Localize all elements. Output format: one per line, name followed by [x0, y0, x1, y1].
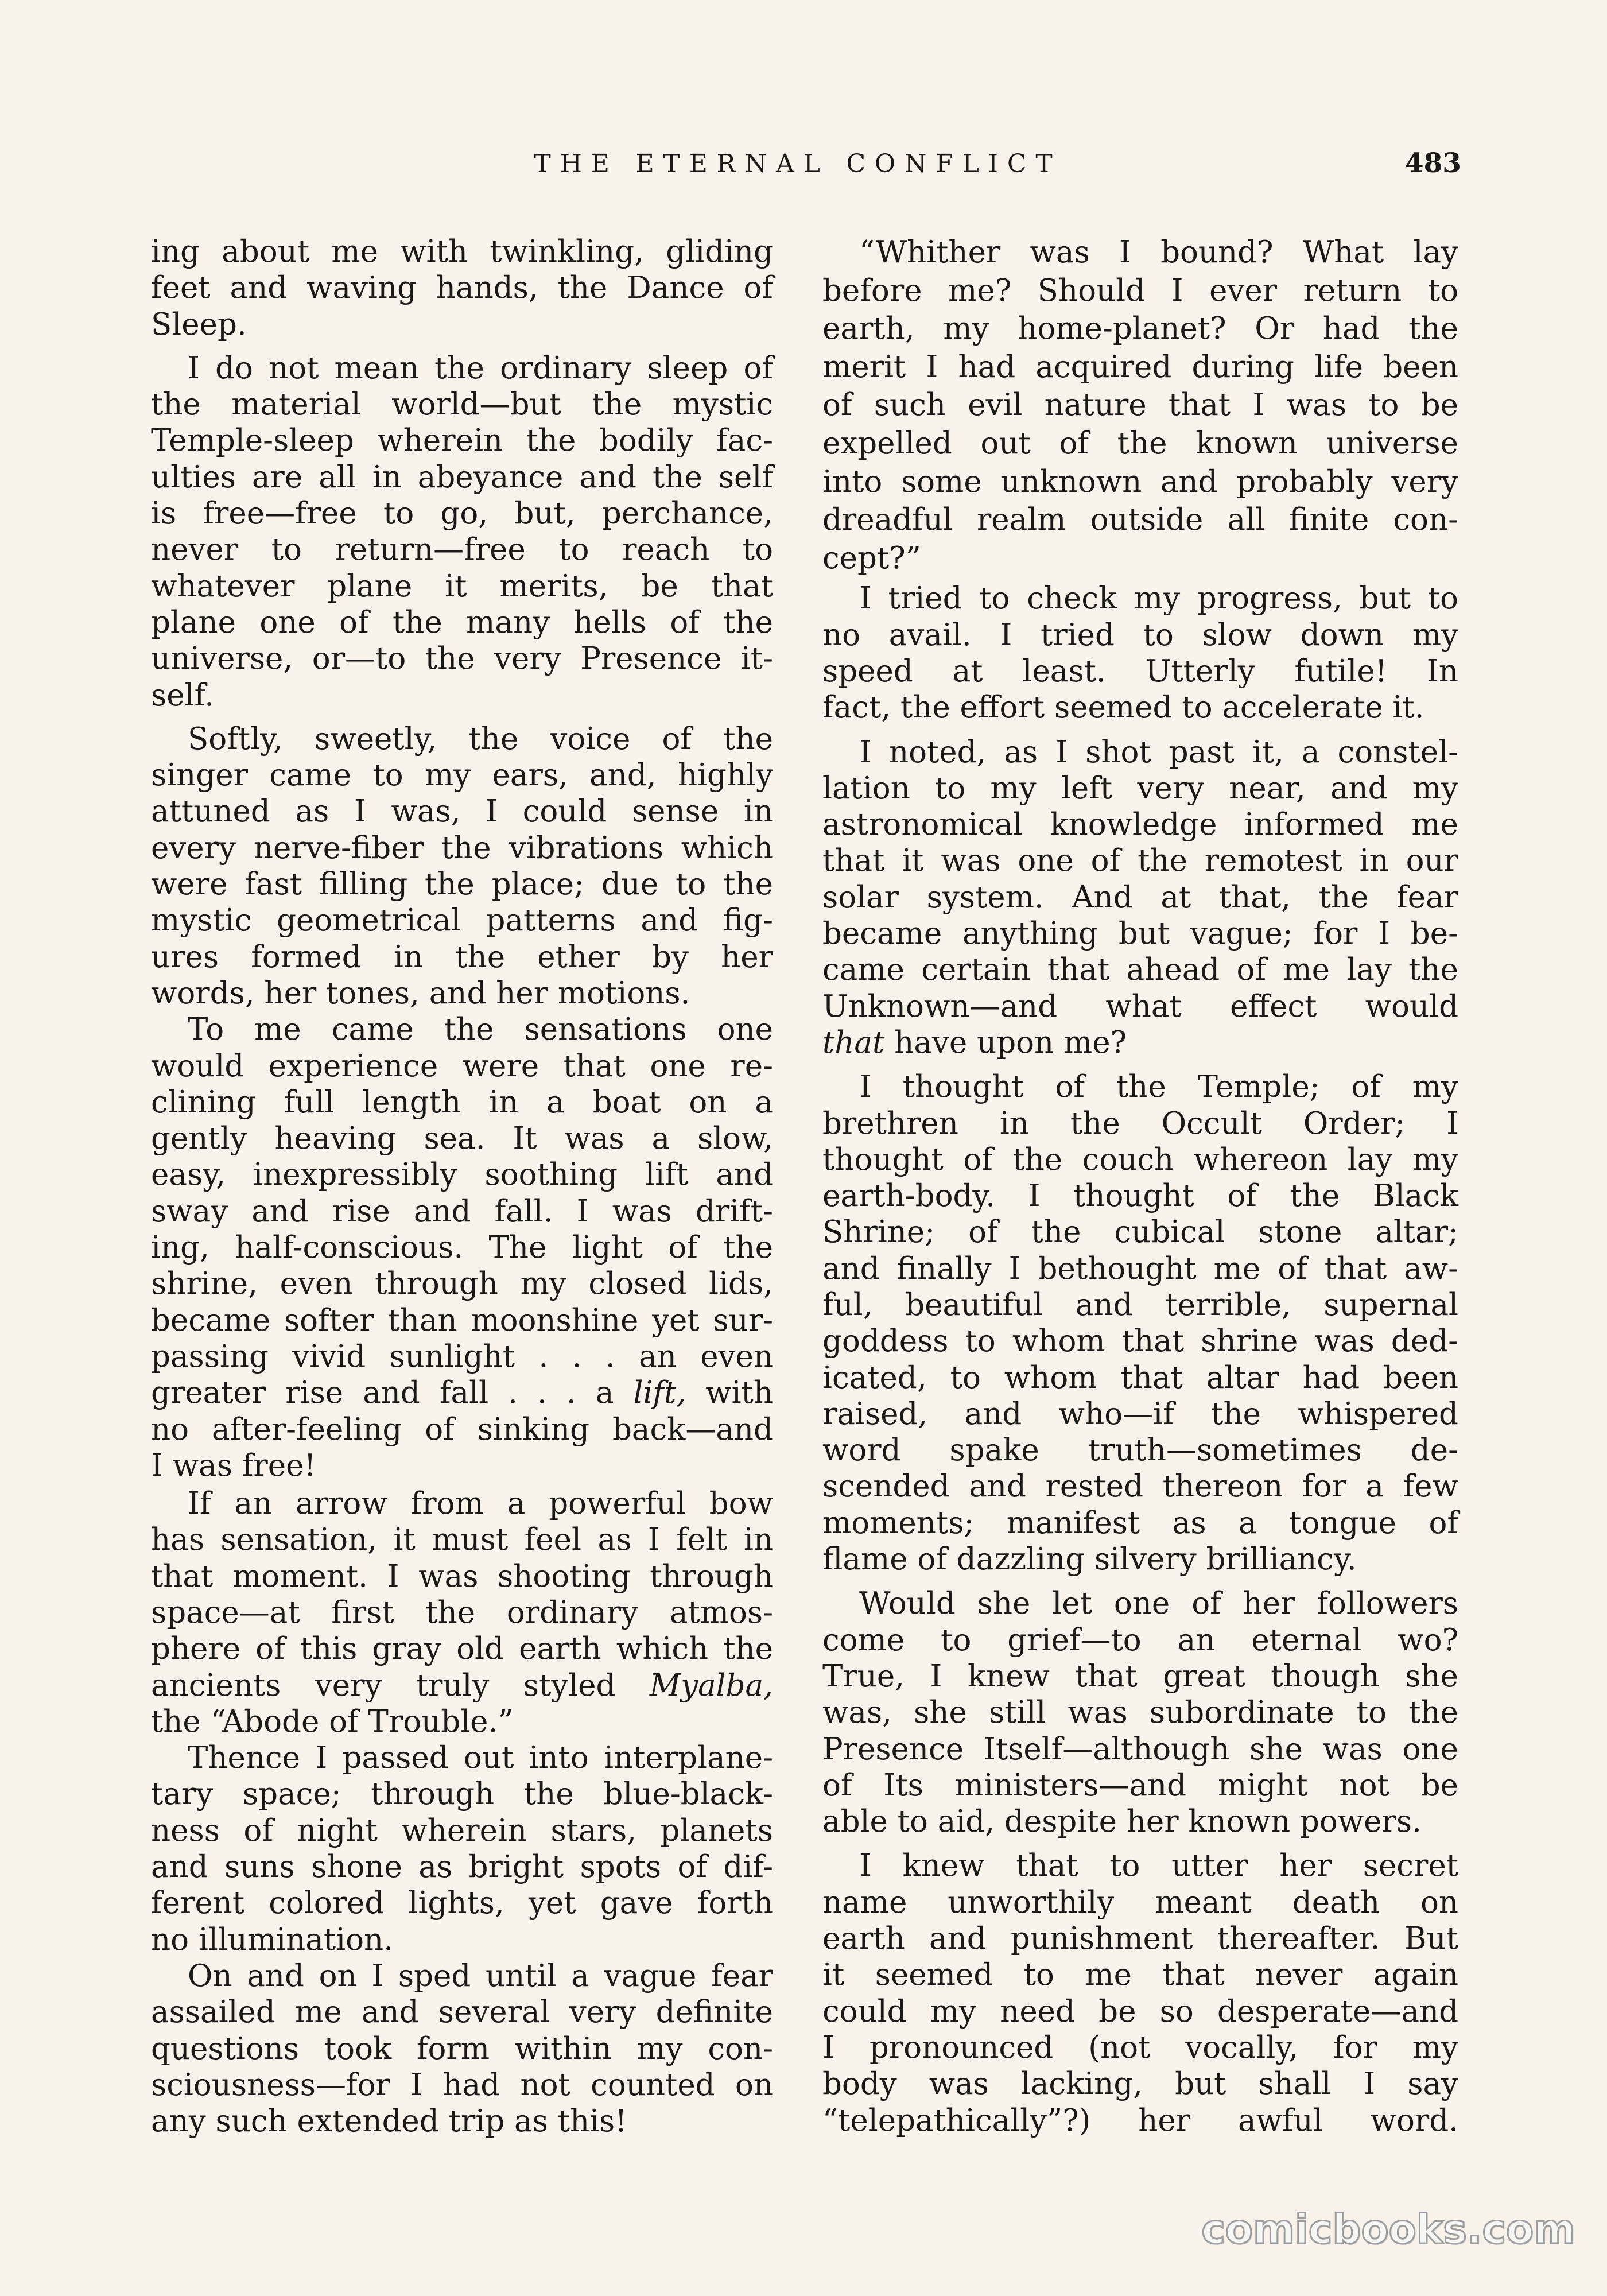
text-line: that moment. I was shooting through [151, 1558, 773, 1594]
text-line: tary space; through the blue-black- [151, 1777, 773, 1812]
text-line: solar system. And at that, the fear [822, 879, 1458, 915]
text-line: of such evil nature that I was to be [822, 387, 1458, 423]
page-number: 483 [1404, 148, 1461, 179]
paragraph [151, 1740, 773, 1958]
text-line: whatever plane it merits, be that [151, 568, 773, 604]
text-line: body was lacking, but shall I say [822, 2066, 1458, 2102]
text-line [151, 1667, 773, 1704]
text-line: it seemed to me that never again [822, 1957, 1458, 1993]
text-line: earth, my home-planet? Or had the [822, 311, 1458, 347]
paragraph [151, 1486, 773, 1740]
text-line: True, I knew that great though she [822, 1658, 1458, 1694]
text-line: icated, to whom that altar had been [822, 1360, 1458, 1395]
text-line: I knew that to utter her secret [859, 1848, 1458, 1884]
text-line: shrine, even through my closed lids, [151, 1266, 773, 1302]
text-line: would experience were that one re- [151, 1048, 773, 1084]
text-line: the material world—but the mystic [151, 387, 773, 422]
text-line: ures formed in the ether by her [151, 939, 773, 975]
text-line: assailed me and several very definite [151, 1995, 773, 2030]
text-line: come to grief—to an eternal wo? [822, 1622, 1458, 1658]
text-line: and finally I bethought me of that aw- [822, 1251, 1458, 1286]
text-run: ancients very truly styled [151, 1667, 650, 1703]
text-line: earth-body. I thought of the Black [822, 1178, 1458, 1214]
paragraph [151, 350, 773, 713]
text-line: any such extended trip as this! [151, 2104, 627, 2139]
running-title: THE ETERNAL CONFLICT [534, 149, 1062, 179]
text-line: thought of the couch whereon lay my [822, 1142, 1458, 1177]
text-line: into some unknown and probably very [822, 464, 1458, 499]
watermark-logo: comicbooks.com [1201, 2206, 1575, 2253]
text-line: I noted, as I shot past it, a constel- [859, 734, 1458, 770]
text-line: ferent colored lights, yet gave forth [151, 1886, 773, 1921]
text-line: came certain that ahead of me lay the [822, 952, 1458, 988]
text-line: no illumination. [151, 1922, 393, 1957]
text-line: and suns shone as bright spots of dif- [151, 1849, 773, 1885]
text-line: Sleep. [151, 307, 247, 342]
text-line: feet and waving hands, the Dance of [151, 270, 773, 306]
text-line: To me came the sensations one [188, 1012, 773, 1048]
text-line: Softly, sweetly, the voice of the [188, 721, 773, 757]
paragraph [151, 234, 773, 343]
paragraph [822, 1069, 1458, 1577]
text-line: easy, inexpressibly soothing lift and [151, 1157, 773, 1193]
text-line: gently heaving sea. It was a slow, [151, 1121, 773, 1157]
text-line: Thence I passed out into interplane- [188, 1740, 773, 1776]
text-line: questions took form within my con- [151, 2031, 773, 2066]
text-line: phere of this gray old earth which the [151, 1631, 773, 1667]
text-run: greater rise and fall . . . a [151, 1375, 634, 1411]
text-line: Presence Itself—although she was one [822, 1731, 1458, 1767]
text-line: name unworthily meant death on [822, 1884, 1458, 1920]
text-line: singer came to my ears, and, highly [151, 758, 773, 793]
text-line: plane one of the many hells of the [151, 604, 773, 640]
text-line: that it was one of the remotest in our [822, 843, 1458, 879]
text-line: Temple-sleep wherein the bodily fac- [151, 423, 773, 459]
text-line: moments; manifest as a tongue of [822, 1505, 1458, 1541]
text-line: astronomical knowledge informed me [822, 807, 1458, 843]
italic-text-run: lift, [633, 1375, 686, 1411]
text-line: fact, the effort seemed to accelerate it. [822, 690, 1424, 726]
text-line: every nerve-fiber the vibrations which [151, 830, 773, 866]
text-line: never to return—free to reach to [151, 532, 773, 568]
text-line: expelled out of the known universe [822, 425, 1458, 461]
text-line: able to aid, despite her known powers. [822, 1804, 1422, 1840]
text-line: has sensation, it must feel as I felt in [151, 1522, 773, 1558]
italic-text-run: Myalba, [649, 1667, 773, 1703]
text-line: ulties are all in abeyance and the self [151, 459, 773, 495]
text-line: ful, beautiful and terrible, supernal [822, 1287, 1458, 1322]
text-line: merit I had acquired during life been [822, 349, 1458, 385]
text-line: I do not mean the ordinary sleep of [188, 350, 773, 386]
text-line: ing about me with twinkling, gliding [151, 234, 773, 269]
text-line: passing vivid sunlight . . . an even [151, 1339, 773, 1374]
text-line: I thought of the Temple; of my [859, 1069, 1458, 1105]
text-line: Unknown—and what effect would [822, 988, 1458, 1024]
text-line: ness of night wherein stars, planets [151, 1813, 773, 1848]
text-line: Shrine; of the cubical stone altar; [822, 1215, 1458, 1250]
text-line: If an arrow from a powerful bow [188, 1486, 773, 1522]
text-column-right [822, 234, 1458, 2139]
paragraph [822, 234, 1458, 577]
text-line: ing, half-conscious. The light of the [151, 1230, 773, 1266]
text-line: clining full length in a boat on a [151, 1084, 773, 1120]
text-line: were fast filling the place; due to the [151, 867, 773, 902]
text-line: I pronounced (not vocally, for my [822, 2030, 1458, 2065]
text-line: lation to my left very near, and my [822, 770, 1458, 806]
text-line: words, her tones, and her motions. [151, 975, 690, 1011]
text-line: earth and punishment thereafter. But [822, 1921, 1458, 1957]
text-line: “telepathically”?) her awful word. [822, 2103, 1458, 2138]
paragraph [822, 580, 1458, 726]
italic-text-run: that [822, 1025, 885, 1060]
text-line: scended and rested thereon for a few [822, 1469, 1458, 1504]
paragraph [151, 1958, 773, 2139]
text-line: word spake truth—sometimes de- [822, 1433, 1458, 1468]
text-line: became anything but vague; for I be- [822, 916, 1458, 952]
text-line [151, 1375, 773, 1411]
text-line: of Its ministers—and might not be [822, 1767, 1458, 1803]
text-line: brethren in the Occult Order; I [822, 1106, 1458, 1141]
paragraph [822, 1585, 1458, 1840]
text-run: have upon me? [884, 1025, 1127, 1060]
paragraph [822, 1848, 1458, 2138]
text-line: universe, or—to the very Presence it- [151, 641, 773, 677]
text-run: with [686, 1375, 773, 1411]
text-line: flame of dazzling silvery brilliancy. [822, 1542, 1357, 1577]
text-line: sway and rise and fall. I was drift- [151, 1193, 773, 1229]
paragraph [151, 721, 773, 1011]
paragraph [822, 734, 1458, 1061]
text-line: is free—free to go, but, perchance, [151, 496, 773, 532]
text-line: before me? Should I ever return to [822, 273, 1458, 308]
text-column-left [151, 234, 773, 2139]
text-line [822, 1025, 1458, 1061]
text-line: On and on I sped until a vague fear [188, 1958, 773, 1994]
text-line: I tried to check my progress, but to [859, 581, 1458, 616]
text-line: was, she still was subordinate to the [822, 1695, 1458, 1731]
text-line: the “Abode of Trouble.” [151, 1704, 514, 1739]
text-line: dreadful realm outside all finite con- [822, 502, 1458, 538]
text-line: no avail. I tried to slow down my [822, 617, 1458, 653]
text-line: cept?” [822, 540, 921, 576]
text-line: became softer than moonshine yet sur- [151, 1302, 773, 1338]
text-line: attuned as I was, I could sense in [151, 794, 773, 829]
text-line: sciousness—for I had not counted on [151, 2067, 773, 2103]
text-line: mystic geometrical patterns and fig- [151, 903, 773, 938]
text-line: no after-feeling of sinking back—and [151, 1411, 773, 1447]
text-line: could my need be so desperate—and [822, 1994, 1458, 2029]
text-line: self. [151, 677, 215, 713]
text-line: goddess to whom that shrine was ded- [822, 1324, 1458, 1359]
text-line: “Whither was I bound? What lay [859, 235, 1458, 270]
text-line: Would she let one of her followers [859, 1586, 1458, 1622]
text-line: I was free! [151, 1448, 316, 1483]
text-line: space—at first the ordinary atmos- [151, 1595, 773, 1630]
text-line: raised, and who—if the whispered [822, 1396, 1458, 1432]
text-line: speed at least. Utterly futile! In [822, 653, 1458, 689]
paragraph [151, 1011, 773, 1484]
